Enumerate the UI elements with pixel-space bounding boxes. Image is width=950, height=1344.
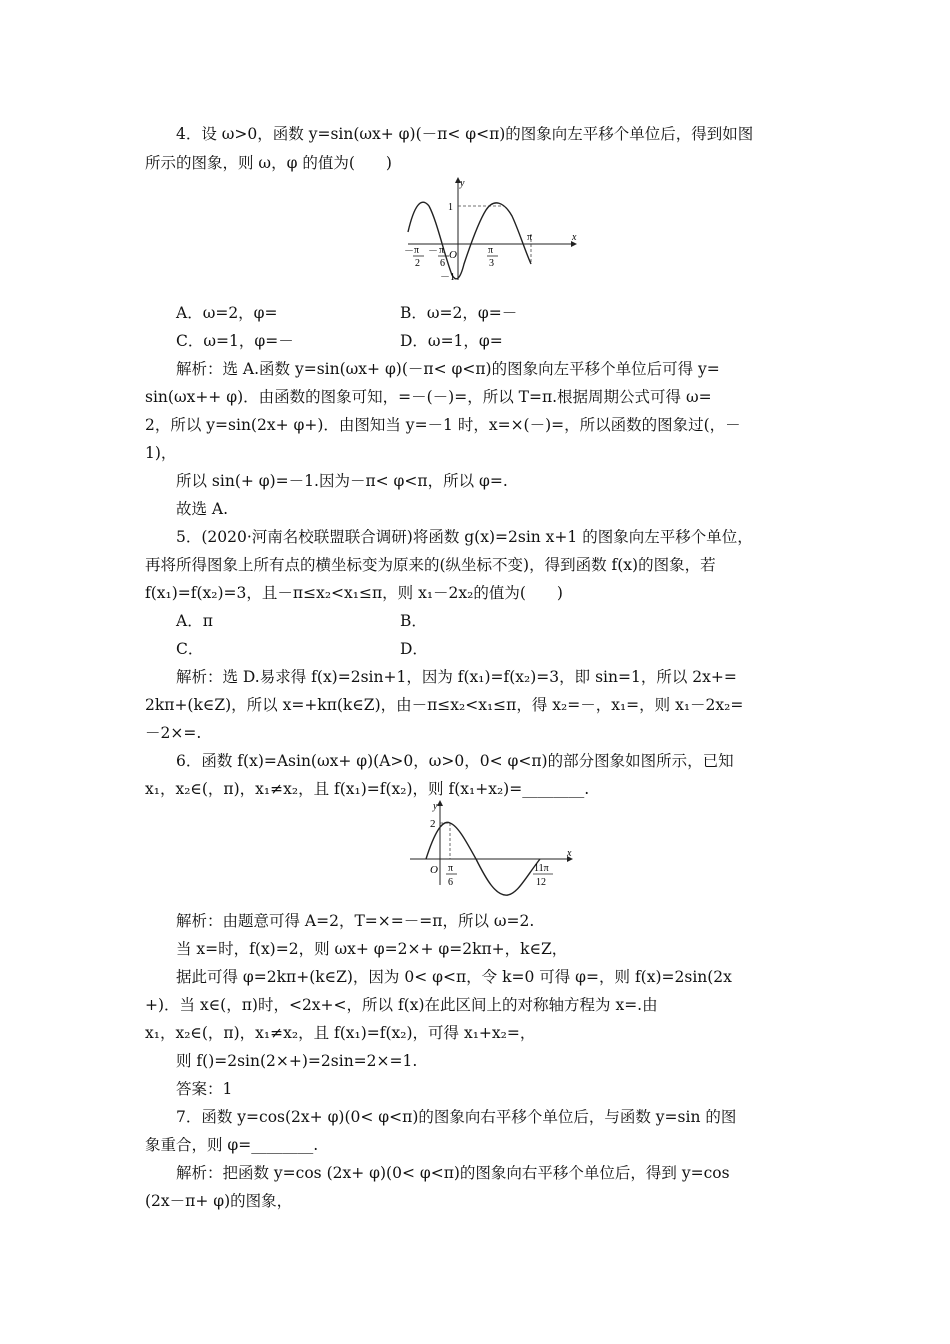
solution-6-line-3: 据此可得 φ=2kπ+(k∈Z)，因为 0< φ<π，令 k=0 可得 φ=，则 f(x)=2sin(2x xyxy=(176,968,732,986)
solution-6-line-2: 当 x=时，f(x)=2，则 ωx+ φ=2×+ φ=2kπ+，k∈Z， xyxy=(176,940,568,958)
option-4c: C．ω=1，φ=－ xyxy=(176,332,294,350)
tick-neg-pi-2-num: π xyxy=(414,245,420,256)
problem-5-stem-line-3: f(x₁)=f(x₂)=3，且－π≤x₂<x₁≤π，则 x₁－2x₂的值为( ) xyxy=(145,584,563,602)
y-tick-two: 2 xyxy=(430,818,436,830)
y-tick-minus-one: －1 xyxy=(440,272,455,283)
option-4b: B．ω=2，φ=－ xyxy=(400,304,518,322)
tick-neg-pi-2-den: 2 xyxy=(415,258,420,269)
solution-5-line-2: 2kπ+(k∈Z)，所以 x=+kπ(k∈Z)，由－π≤x₂<x₁≤π，得 x₂=－，x₁=，则 x₁－2x₂= xyxy=(145,696,744,714)
solution-7-line-1: 解析：把函数 y=cos (2x+ φ)(0< φ<π)的图象向右平移个单位后，得到 y=cos xyxy=(176,1164,730,1182)
tick-pi-3-num: π xyxy=(488,245,494,256)
solution-7-line-2: (2x－π+ φ)的图象， xyxy=(145,1192,293,1210)
problem-6-stem-line-1: 6．函数 f(x)=Asin(ωx+ φ)(A>0，ω>0，0< φ<π)的部分图象如图所示，已知 xyxy=(176,752,734,770)
y-tick-one: 1 xyxy=(448,202,453,213)
solution-4-line-3: 2，所以 y=sin(2x+ φ+)．由图知当 y=－1 时，x=×(－)=，所以函数的图象过(，－ xyxy=(145,416,741,434)
tick-pi-6-num: π xyxy=(448,863,454,874)
option-5c: C． xyxy=(176,640,204,658)
y-axis-label: y xyxy=(433,801,438,812)
tick-neg-pi-6-den: 6 xyxy=(440,258,445,269)
solution-4-line-2: sin(ωx++ φ)．由函数的图象可知，=－(－)=，所以 T=π.根据周期公式可得 ω= xyxy=(145,388,712,406)
option-4a: A．ω=2，φ= xyxy=(176,304,278,322)
option-5a: A．π xyxy=(176,612,213,630)
figure-1-sine-graph xyxy=(404,176,584,288)
origin-label: O xyxy=(430,864,438,876)
solution-5-line-3: －2×=. xyxy=(145,724,202,742)
tick-11pi-12-num: 11π xyxy=(534,863,549,874)
problem-7-stem-line-2: 象重合，则 φ=________. xyxy=(145,1136,319,1154)
tick-neg-pi-6-num: π xyxy=(439,245,445,256)
problem-4-stem-line-2: 所示的图象，则 ω，φ 的值为( ) xyxy=(145,154,392,172)
problem-4-stem-line-1: 4．设 ω>0，函数 y=sin(ωx+ φ)(－π< φ<π)的图象向左平移个单位后，得到如图 xyxy=(176,125,754,143)
option-5d: D． xyxy=(400,640,428,658)
solution-4-line-5: 所以 sin(+ φ)=－1.因为－π< φ<π，所以 φ=. xyxy=(176,472,508,490)
problem-6-stem-line-2: x₁，x₂∈(，π)，x₁≠x₂，且 f(x₁)=f(x₂)，则 f(x₁+x₂)=________. xyxy=(145,780,590,798)
solution-6-line-1: 解析：由题意可得 A=2，T=×=－=π，所以 ω=2. xyxy=(176,912,535,930)
solution-4-line-1: 解析：选 A.函数 y=sin(ωx+ φ)(－π< φ<π)的图象向左平移个单位后可得 y= xyxy=(176,360,720,378)
problem-5-stem-line-1: 5．(2020·河南名校联盟联合调研)将函数 g(x)=2sin x+1 的图象向左平移个单位， xyxy=(176,528,753,546)
origin-label: O xyxy=(449,249,457,261)
solution-6-answer: 答案：1 xyxy=(176,1080,233,1098)
figure-2-sine-graph xyxy=(406,799,578,903)
option-4d: D．ω=1，φ= xyxy=(400,332,503,350)
solution-6-line-4: +)．当 x∈(，π)时，<2x+<，所以 f(x)在此区间上的对称轴方程为 x=.由 xyxy=(145,996,658,1014)
problem-5-stem-line-2: 再将所得图象上所有点的横坐标变为原来的(纵坐标不变)，得到函数 f(x)的图象，若 xyxy=(145,556,716,574)
y-axis-label: y xyxy=(460,178,465,189)
tick-neg-pi-6-sign: － xyxy=(428,246,438,257)
solution-5-line-1: 解析：选 D.易求得 f(x)=2sin+1，因为 f(x₁)=f(x₂)=3，即 sin=1，所以 2x+= xyxy=(176,668,737,686)
option-5b: B． xyxy=(400,612,427,630)
tick-pi-3-den: 3 xyxy=(489,258,494,269)
x-axis-label: x xyxy=(572,232,577,243)
solution-4-line-4: 1)， xyxy=(145,444,177,462)
tick-neg-pi-2-sign: － xyxy=(404,246,414,257)
solution-6-line-6: 则 f()=2sin(2×+)=2sin=2×=1. xyxy=(176,1052,418,1070)
tick-11pi-12-den: 12 xyxy=(536,877,546,888)
tick-pi: π xyxy=(527,232,533,243)
x-axis-label: x xyxy=(567,848,572,859)
sine-curve xyxy=(408,202,531,279)
problem-7-stem-line-1: 7．函数 y=cos(2x+ φ)(0< φ<π)的图象向右平移个单位后，与函数 y=sin 的图 xyxy=(176,1108,737,1126)
solution-4-answer: 故选 A. xyxy=(176,500,229,518)
solution-6-line-5: x₁，x₂∈(，π)，x₁≠x₂，且 f(x₁)=f(x₂)，可得 x₁+x₂=， xyxy=(145,1024,536,1042)
tick-pi-6-den: 6 xyxy=(448,877,453,888)
